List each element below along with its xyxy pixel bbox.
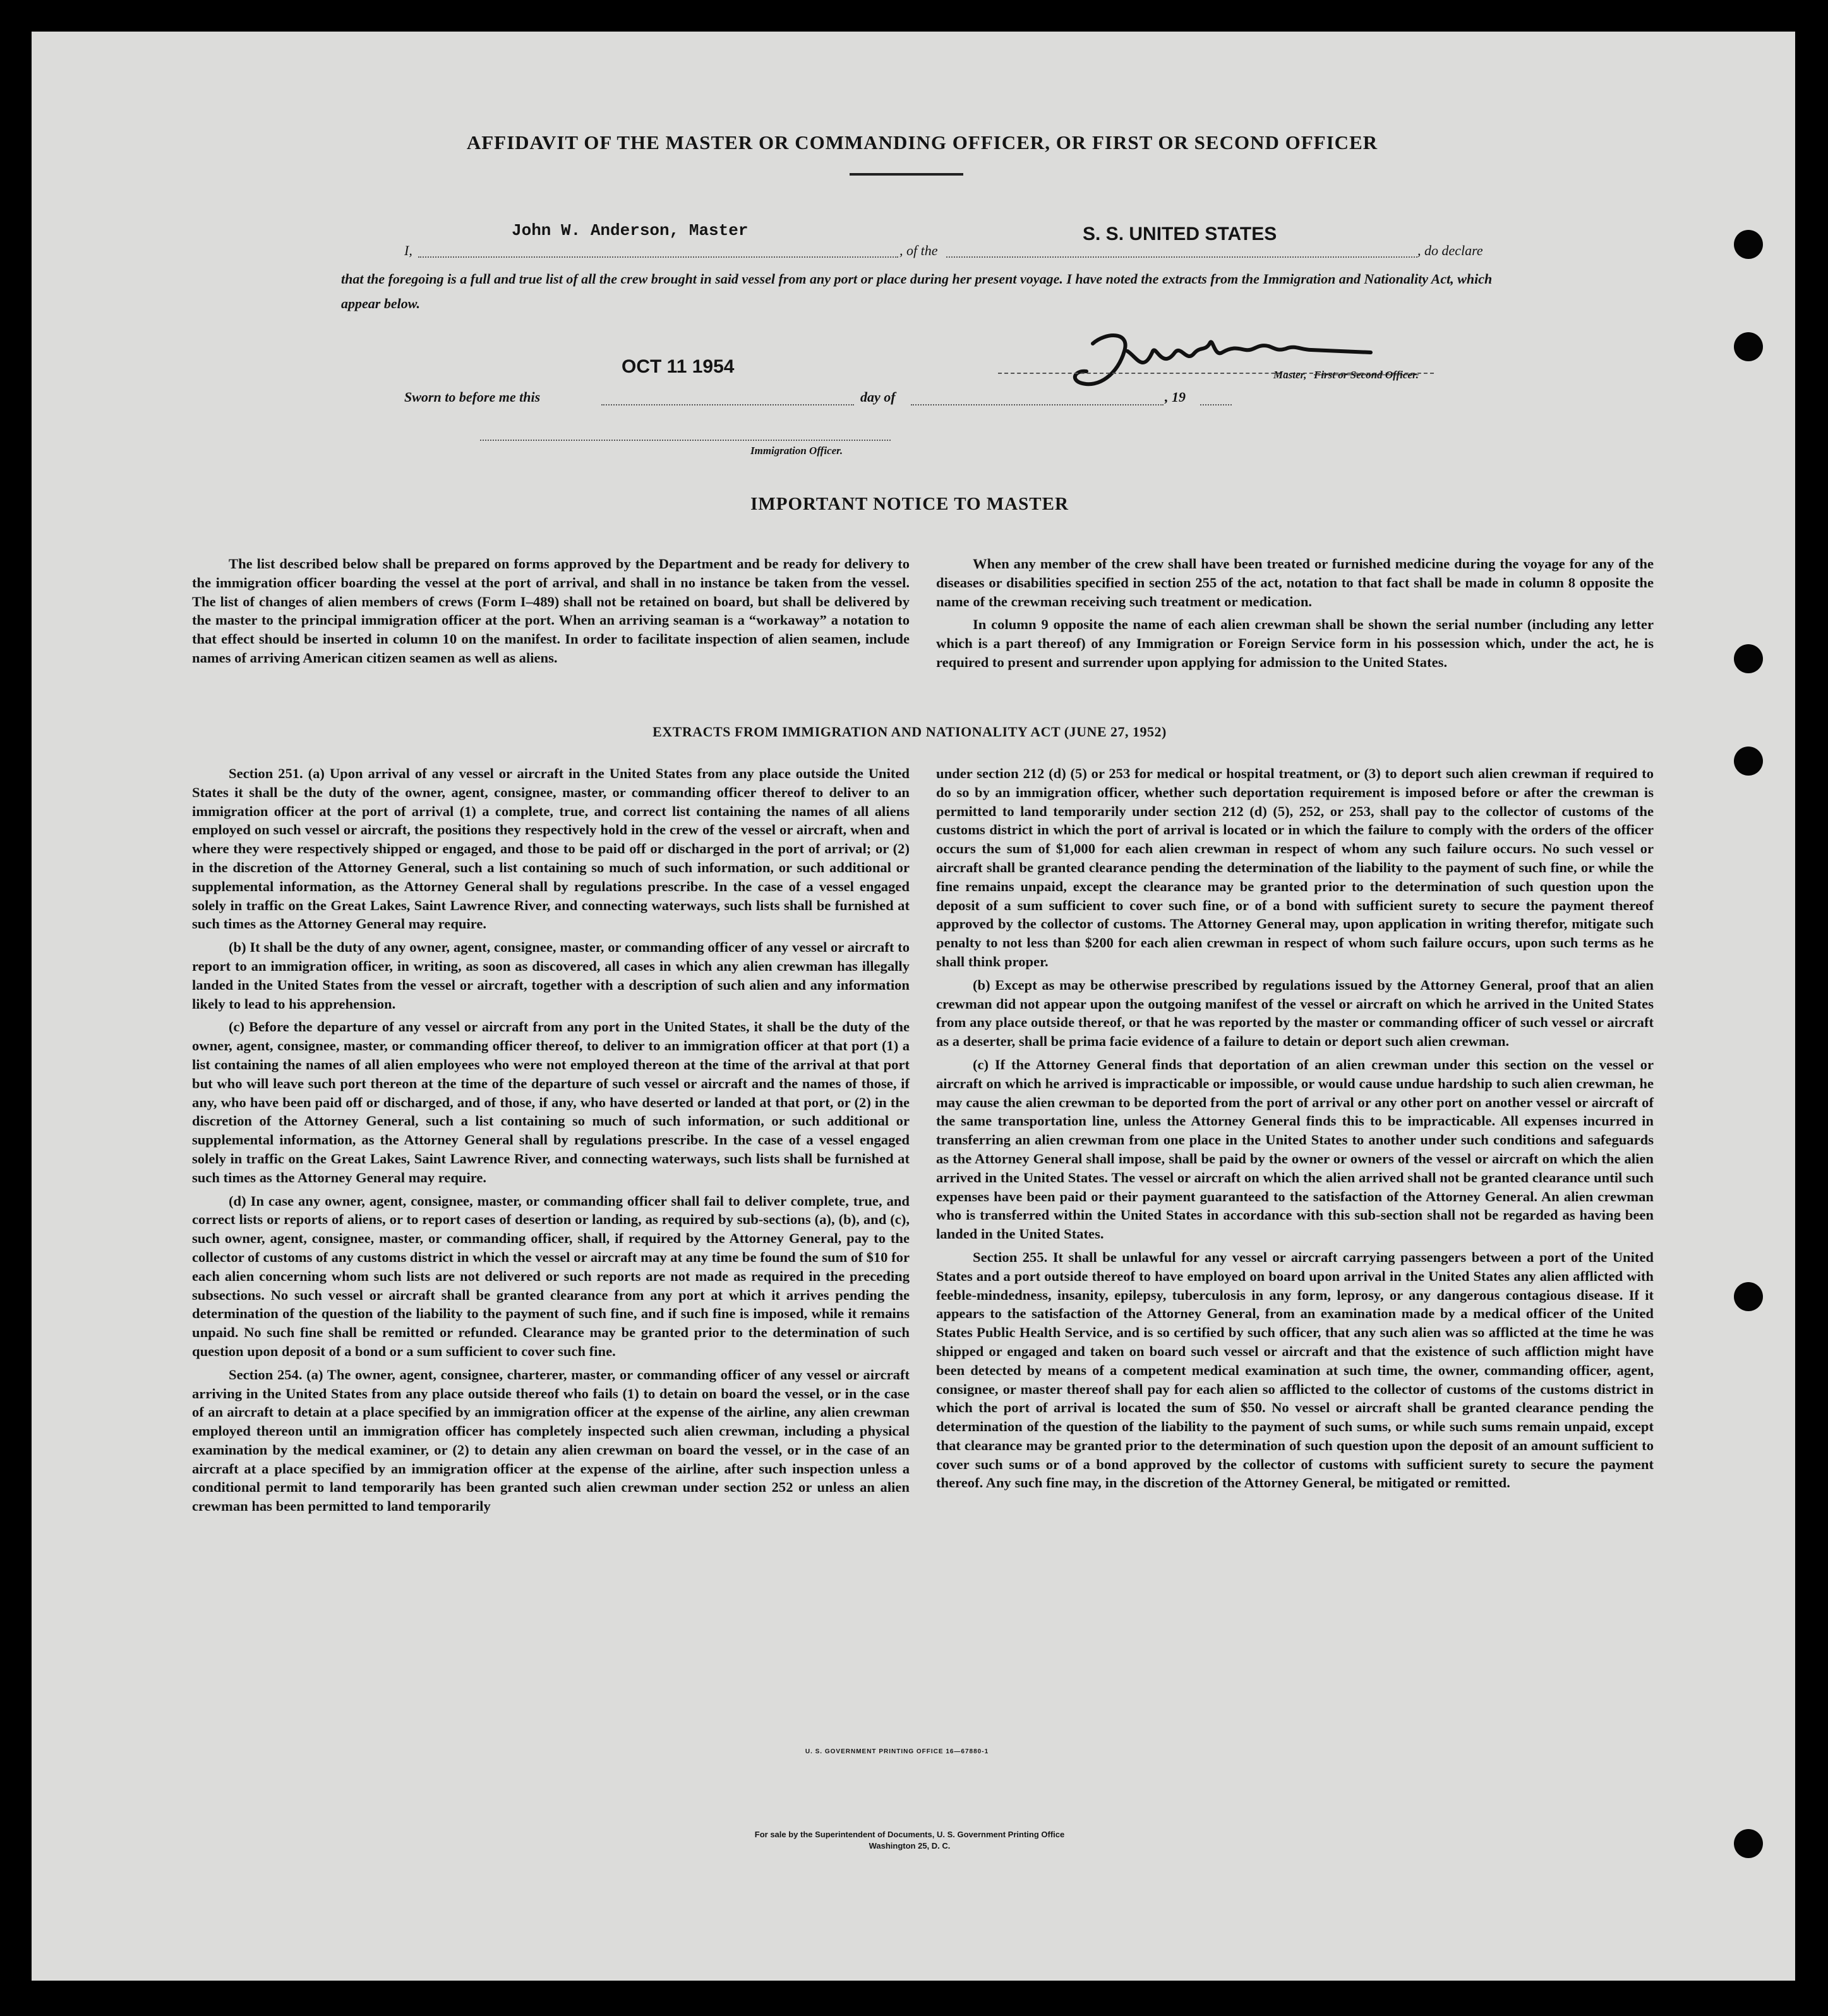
section-paragraph: (d) In case any owner, agent, consignee, master, or commanding officer shall fail to deliver complete, true, and correct lists or reports of aliens, or to report cases of desertion or landing, as required by sub-sections (a), (b), and (c), such owner, agent, consignee, master, or commanding officer, shall, if required by the Attorney General, pay to the collector of customs of any customs district in which the vessel or aircraft may at any time be found the sum of $10 for each alien concerning whom such lists are not delivered or such reports are not made as required in the preceding subsections. No such vessel or aircraft shall be granted clearance from any port at which it arrives pending the determination of the question of the liability to the payment of such fine, and if such fine is imposed, while it remains unpaid. No such fine shall be remitted or refunded. Clearance may be granted prior to the determination of such question upon deposit of a bond or a sum sufficient to cover such fine. <box>192 1192 910 1359</box>
sworn-year-line <box>1200 404 1232 405</box>
typed-vessel-name: S. S. UNITED STATES <box>1083 224 1277 244</box>
notice-title: IMPORTANT NOTICE TO MASTER <box>750 494 1069 514</box>
immigration-officer-line <box>480 440 891 441</box>
label-do-declare: , do declare <box>1417 243 1483 258</box>
typed-master-name: John W. Anderson, Master <box>512 221 749 240</box>
master-signature <box>1067 313 1459 395</box>
section-paragraph: Section 251. (a) Upon arrival of any vessel or aircraft in the United States from any place outside the United States it shall be the duty of the owner, agent, consignee, master, or commanding officer thereof to deliver to an immigration officer at the port of arrival (1) a complete, true, and correct list containing the names of all aliens employed on such vessel or aircraft, the positions they respectively hold in the crew of the vessel or aircraft, when and where they were respectively shipped or engaged, and those to be paid off or discharged in the port of arrival; or (2) in the discretion of the Attorney General, such a list containing so much of such information, or such additional or supplemental information, as the Attorney General shall by regulations prescribe. In the case of a vessel engaged solely in traffic on the Great Lakes, Saint Lawrence River, and connecting waterways, such lists shall be furnished at such times as the Attorney General may require. <box>192 765 910 932</box>
section-paragraph: (c) Before the departure of any vessel or aircraft from any port in the United States, it shall be the duty of the owner, agent, consignee, master, or commanding officer thereof, to deliver to an immigration officer at that port (1) a list containing the names of all alien employees who were not employed thereon at the time of the arrival at that port but who will leave such port thereon at the time of the departure of such vessel or aircraft and the names of those, if any, who have been paid off or discharged, and of those, if any, who have deserted or landed at that port, or (2) in the discretion of the Attorney General, such a list containing so much of such information, or such additional or supplemental information, as the Attorney General shall by regulations prescribe. In the case of a vessel engaged solely in traffic on the Great Lakes, Saint Lawrence River, and connecting waterways, such lists shall be furnished at such times as the Attorney General may require. <box>192 1019 910 1185</box>
section-paragraph: (b) Except as may be otherwise prescribed by regulations issued by the Attorney General, proof that an alien crewman did not appear upon the outgoing manifest of the vessel or aircraft on which he arrived in the United States from any place outside thereof, or that he was reported by the master or commanding officer of such vessel or aircraft as a deserter, shall be prima facie evidence of a failure to detain or deport such alien crewman. <box>936 976 1654 1050</box>
extracts-title: EXTRACTS FROM IMMIGRATION AND NATIONALITY ACT (JUNE 27, 1952) <box>652 724 1167 740</box>
punch-hole <box>1734 1282 1763 1311</box>
notice-right-column <box>936 555 1654 676</box>
notice-paragraph: When any member of the crew shall have been treated or furnished medicine during the voyage for any of the diseases or disabilities specified in section 255 of the act, notation to that fact shall be made in column 8 opposite the name of the crewman receiving such treatment or medication. <box>936 556 1654 609</box>
label-i: I, <box>404 243 412 258</box>
notice-paragraph: In column 9 opposite the name of each alien crewman shall be shown the serial number (including any letter which is a part thereof) of any Immigration or Foreign Service form in his possession which, under the act, he is required to present and surrender upon applying for admission to the United States. <box>936 616 1654 670</box>
label-year: , 19 <box>1165 389 1186 405</box>
section-paragraph: Section 254. (a) The owner, agent, consignee, charterer, master, or commanding officer of any vessel or aircraft arriving in the United States from any place outside thereof who fails (1) to detain on board the vessel, or in the case of an aircraft to detain at a place specified by an immigration officer at the expense of the airline, any alien crewman employed thereon until an immigration officer has completely inspected such alien crewman, including a physical examination by the medical examiner, or (2) to detain any alien crewman on board the vessel, or in the case of an aircraft at a place specified by an immigration officer at the expense of the airline, after such inspection unless a conditional permit to land temporarily has been granted such alien crewman under section 252 or unless an alien crewman has been permitted to land temporarily <box>192 1366 910 1515</box>
extracts-left-column <box>192 764 910 1520</box>
notice-paragraph: The list described below shall be prepared on forms approved by the Department and be ready for delivery to the immigration officer boarding the vessel at the port of arrival, and shall in no instance be taken from the vessel. The list of changes of alien members of crews (Form I–489) shall not be retained on board, but shall be delivered by the master to the principal immigration officer at the port. When an arriving seaman is a “workaway” a notation to that effect should be inserted in column 10 on the manifest. In order to facilitate inspection of alien seamen, include names of arriving American citizen seamen as well as aliens. <box>192 556 910 666</box>
vessel-field-line <box>946 256 1417 258</box>
punch-hole <box>1734 1829 1763 1858</box>
declaration-text: that the foregoing is a full and true list of all the crew brought in said vessel from any port or place during her present voyage. I have noted the extracts from the Immigration and Nationality Act, which appear below. <box>341 271 1493 311</box>
punch-hole <box>1734 332 1763 361</box>
extracts-right-column <box>936 764 1654 1497</box>
printing-office-imprint: U. S. GOVERNMENT PRINTING OFFICE 16—67880-1 <box>805 1748 989 1755</box>
section-paragraph: under section 212 (d) (5) or 253 for medical or hospital treatment, or (3) to deport such alien crewman if required to do so by an immigration officer, whether such deportation requirement is imposed before or after the crewman is permitted to land temporarily under section 212 (d) (5), 252, or 253, shall pay to the collector of customs of the customs district in which the port of arrival is located or in which the failure to comply with the orders of the officer occurs the sum of $1,000 for each alien crewman in respect of whom any such failure occurs. No such vessel or aircraft shall be granted clearance pending the determination of the liability to the payment of such fine, or while the fine remains unpaid, except the clearance may be granted prior to the determination of such question upon the deposit of a sum sufficient to cover such fine, or of a bond with sufficient surety to secure the payment thereof approved by the collector of customs. The Attorney General may, upon application in writing therefor, mitigate such penalty to not less than $200 for each alien crewman in respect of whom such failure occurs, upon such terms as he shall think proper. <box>936 765 1654 969</box>
label-immigration-officer: Immigration Officer. <box>750 445 843 457</box>
label-of-the: , of the <box>899 243 938 258</box>
sworn-day-line <box>601 404 854 405</box>
name-field-line <box>418 256 898 258</box>
for-sale-line: For sale by the Superintendent of Documents, U. S. Government Printing Office <box>754 1830 1065 1839</box>
for-sale-line: Washington 25, D. C. <box>869 1841 951 1851</box>
affidavit-page <box>32 32 1795 1981</box>
label-day-of: day of <box>860 389 896 405</box>
punch-hole <box>1734 644 1763 673</box>
page-title: AFFIDAVIT OF THE MASTER OR COMMANDING OFFICER, OR FIRST OR SECOND OFFICER <box>466 131 1378 153</box>
section-paragraph: Section 255. It shall be unlawful for any vessel or aircraft carrying passengers between a port of the United States and a port outside thereof to have employed on board upon arrival in the United States any alien afflicted with feeble-mindedness, insanity, epilepsy, tuberculosis in any form, leprosy, or any dangerous contagious disease. If it appears to the satisfaction of the Attorney General, from an examination made by a medical officer of the United States Public Health Service, and is so certified by such officer, that any such alien was so afflicted at the time he was shipped or engaged and taken on board such vessel or aircraft and that the existence of such affliction might have been detected by means of a competent medical examination at such time, the owner, commanding officer, agent, consignee, or master thereof shall pay for each alien so afflicted to the collector of customs of the customs district in which the port of arrival is located the sum of $50. No vessel or aircraft shall be granted clearance pending the determination of the question of the liability to the payment of such sums, or while such sums remain unpaid, except that clearance may be granted prior to the determination of such question upon the deposit of an amount sufficient to cover such sums or of a bond approved by the collector of customs with sufficient surety to secure the payment thereof. Any such fine may, in the discretion of the Attorney General, be mitigated or remitted. <box>936 1249 1654 1491</box>
section-paragraph: (c) If the Attorney General finds that deportation of an alien crewman under this section on the vessel or aircraft on which he arrived is impracticable or impossible, or would cause undue hardship to such alien crewman, he may cause the alien crewman to be deported from the port of arrival or any other port on another vessel or aircraft of the same transportation line, unless the Attorney General finds this to be impracticable. All expenses incurred in transferring an alien crewman from one place in the United States to another under such conditions and safeguards as the Attorney General shall impose, shall be paid by the owner or owners of the vessel or aircraft on which the alien arrived in the United States. The vessel or aircraft on which the alien arrived shall not be granted clearance until such expenses have been paid or their payment guaranteed to the satisfaction of the Attorney General. An alien crewman who is transferred within the United States in accordance with this sub-section shall not be regarded as having been landed in the United States. <box>936 1056 1654 1242</box>
date-stamp: OCT 11 1954 <box>622 356 735 377</box>
for-sale-notice <box>600 1829 1219 1852</box>
label-master: Master, <box>1273 369 1307 381</box>
punch-hole <box>1734 230 1763 259</box>
section-paragraph: (b) It shall be the duty of any owner, agent, consignee, master, or commanding officer of any vessel or aircraft to report to an immigration officer, in writing, as soon as discovered, all cases in which any alien crewman has illegally landed in the United States from the vessel or aircraft, together with a description of such alien and any information likely to lead to his apprehension. <box>192 939 910 1012</box>
label-master-struck: First or Second Officer. <box>1314 369 1419 381</box>
punch-hole <box>1734 747 1763 776</box>
notice-left-column <box>192 555 910 672</box>
sworn-month-line <box>911 404 1164 405</box>
title-rule <box>850 173 963 176</box>
label-sworn: Sworn to before me this <box>404 389 541 405</box>
